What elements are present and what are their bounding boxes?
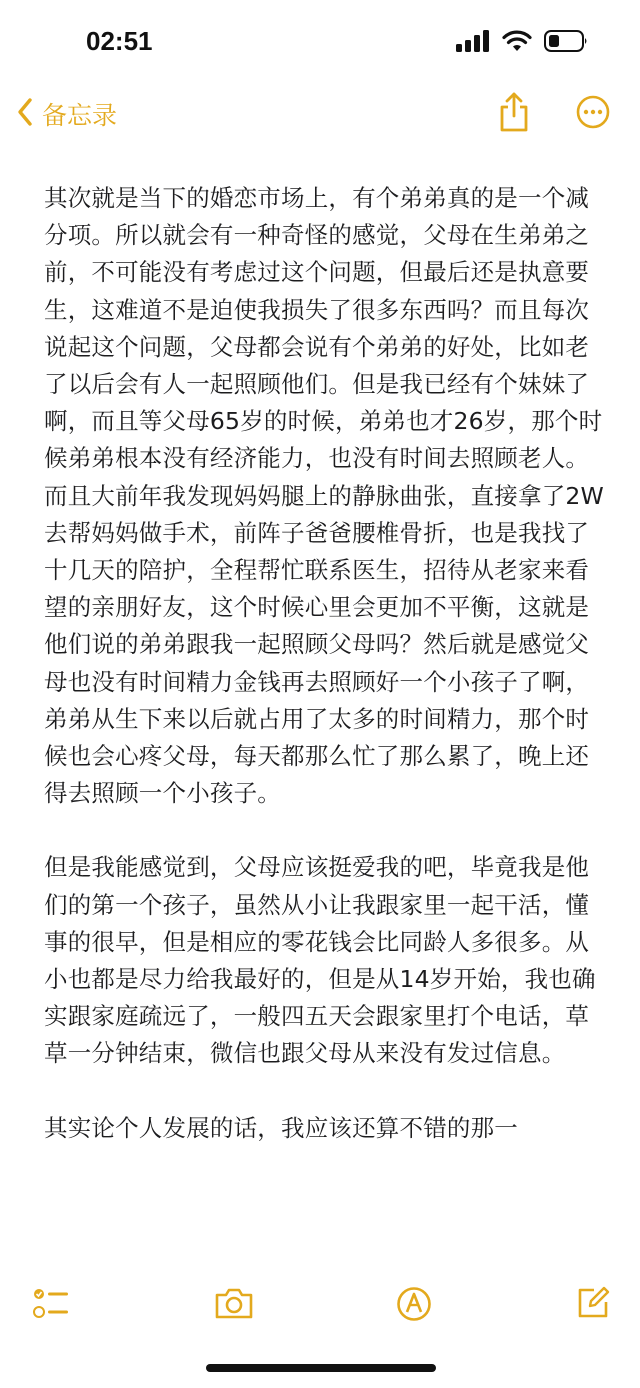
cellular-signal-icon: [456, 30, 490, 56]
note-paragraph: 其实论个人发展的话，我应该还算不错的那一: [44, 1113, 518, 1142]
chevron-left-icon: [16, 97, 34, 131]
status-bar: [0, 0, 640, 90]
status-time: 02:51: [86, 26, 153, 56]
navigation-bar: [0, 86, 640, 142]
battery-icon: [544, 30, 588, 56]
note-paragraph: 但是我能感觉到，父母应该挺爱我的吧，毕竟我是他们的第一个孩子，虽然从小让我跟家里一起干活，懂事的很早，但是相应的零花钱会比同龄人多很多。从小也都是尽力给我最好的，但是从14岁开始，我也确实跟家庭疏远了，一般四五天会跟家里打个电话，草草一分钟结束，微信也跟父母从来没有发过信息。: [44, 853, 596, 1068]
camera-icon[interactable]: [214, 1286, 254, 1324]
back-label: 备忘录: [42, 101, 118, 130]
wifi-icon: [502, 30, 532, 56]
note-body[interactable]: [44, 180, 604, 1184]
compose-icon[interactable]: [576, 1286, 610, 1324]
home-indicator: [206, 1364, 436, 1372]
markup-icon[interactable]: [396, 1286, 432, 1326]
note-paragraph: 其次就是当下的婚恋市场上，有个弟弟真的是一个减分项。所以就会有一种奇怪的感觉，父母在生弟弟之前，不可能没有考虑过这个问题，但最后还是执意要生，这难道不是迫使我损失了很多东西吗？而且每次说起这个问题，父母都会说有个弟弟的好处，比如老了以后会有人一起照顾他们。但是我已经有个妹妹了啊，而且等父母65岁的时候，弟弟也才26岁，那个时候弟弟根本没有经济能力，也没有时间去照顾老人。而且大前年我发现妈妈腿上的静脉曲张，直接拿了2W去帮妈妈做手术，前阵子爸爸腰椎骨折，也是我找了十几天的陪护，全程帮忙联系医生，招待从老家来看望的亲朋好友，这个时候心里会更加不平衡，这就是他们说的弟弟跟我一起照顾父母吗？然后就是感觉父母也没有时间精力金钱再去照顾好一个小孩子了啊，弟弟从生下来以后就占用了太多的时间精力，那个时候也会心疼父母，每天都那么忙了那么累了，晚上还得去照顾一个小孩子。: [44, 184, 604, 808]
status-icons: [456, 30, 588, 56]
back-button[interactable]: [16, 96, 117, 132]
nav-actions: [498, 92, 610, 136]
more-icon[interactable]: [576, 95, 610, 133]
share-icon[interactable]: [498, 92, 530, 136]
checklist-icon[interactable]: [32, 1286, 70, 1326]
